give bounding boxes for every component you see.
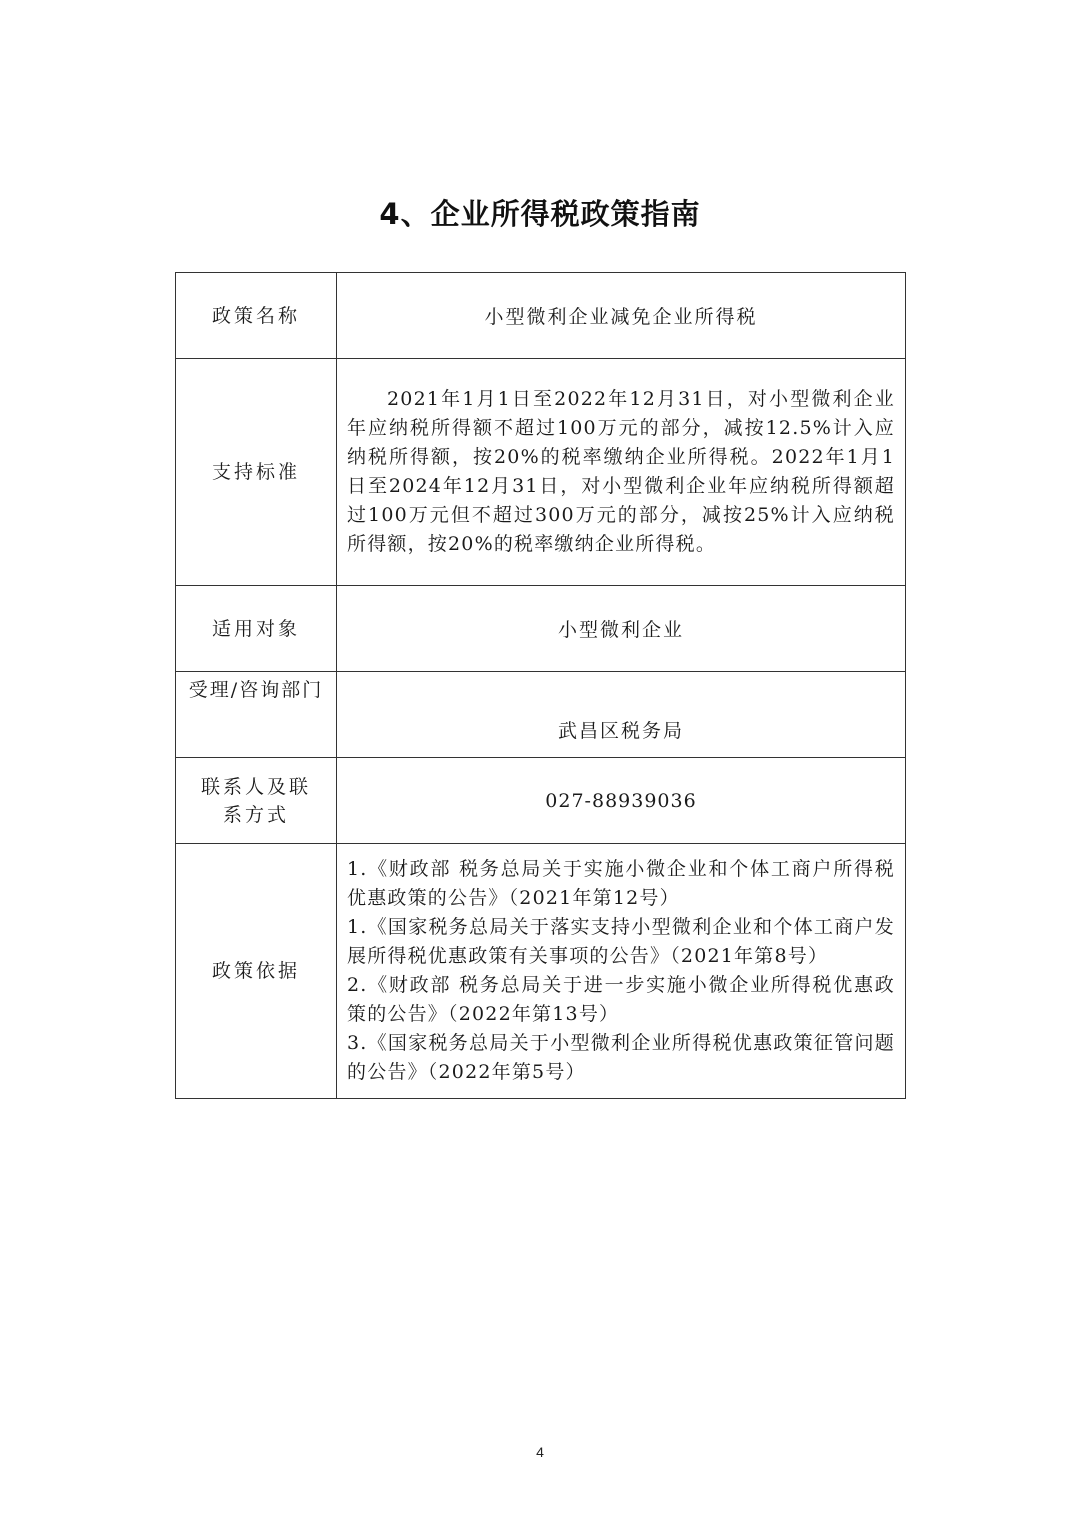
page-title: 4、企业所得税政策指南: [379, 197, 701, 231]
contact-value: 027-88939036: [337, 758, 906, 844]
applicable-objects-value: 小型微利企业: [337, 586, 906, 672]
department-value: 武昌区税务局: [337, 672, 906, 758]
contact-label: 联系人及联系方式: [176, 758, 337, 844]
support-standard-value: 2021年1月1日至2022年12月31日，对小型微利企业年应纳税所得额不超过100万元的部分，减按12.5%计入应纳税所得额，按20%的税率缴纳企业所得税。2022年1月1日至2024年12月31日，对小型微利企业年应纳税所得额超过100万元但不超过300万元的部分，减按25%计入应纳税所得额，按20%的税率缴纳企业所得税。: [347, 388, 895, 555]
table-row-support-standard: [176, 359, 906, 586]
table-row-applicable-objects: [176, 586, 906, 672]
table-row-policy-name: [176, 273, 906, 359]
policy-name-label: 政策名称: [176, 273, 337, 359]
policy-basis-label: 政策依据: [176, 844, 337, 1099]
policy-basis-item: 1.《国家税务总局关于落实支持小型微利企业和个体工商户发展所得税优惠政策有关事项的公告》（2021年第8号）: [347, 916, 895, 967]
support-standard-cell: [337, 359, 906, 586]
table-row-department: [176, 672, 906, 758]
policy-basis-cell: [337, 844, 906, 1099]
policy-basis-item: 2.《财政部 税务总局关于进一步实施小微企业所得税优惠政策的公告》（2022年第13号）: [347, 974, 895, 1025]
support-standard-label: 支持标准: [176, 359, 337, 586]
policy-basis-item: 3.《国家税务总局关于小型微利企业所得税优惠政策征管问题的公告》（2022年第5号）: [347, 1032, 895, 1083]
page-number: 4: [536, 1444, 544, 1460]
policy-table: [175, 272, 906, 1099]
applicable-objects-label: 适用对象: [176, 586, 337, 672]
table-row-contact: [176, 758, 906, 844]
table-row-policy-basis: [176, 844, 906, 1099]
policy-name-value: 小型微利企业减免企业所得税: [337, 273, 906, 359]
policy-basis-item: 1.《财政部 税务总局关于实施小微企业和个体工商户所得税优惠政策的公告》（2021年第12号）: [347, 858, 895, 909]
department-label: 受理/咨询部门: [176, 672, 337, 758]
